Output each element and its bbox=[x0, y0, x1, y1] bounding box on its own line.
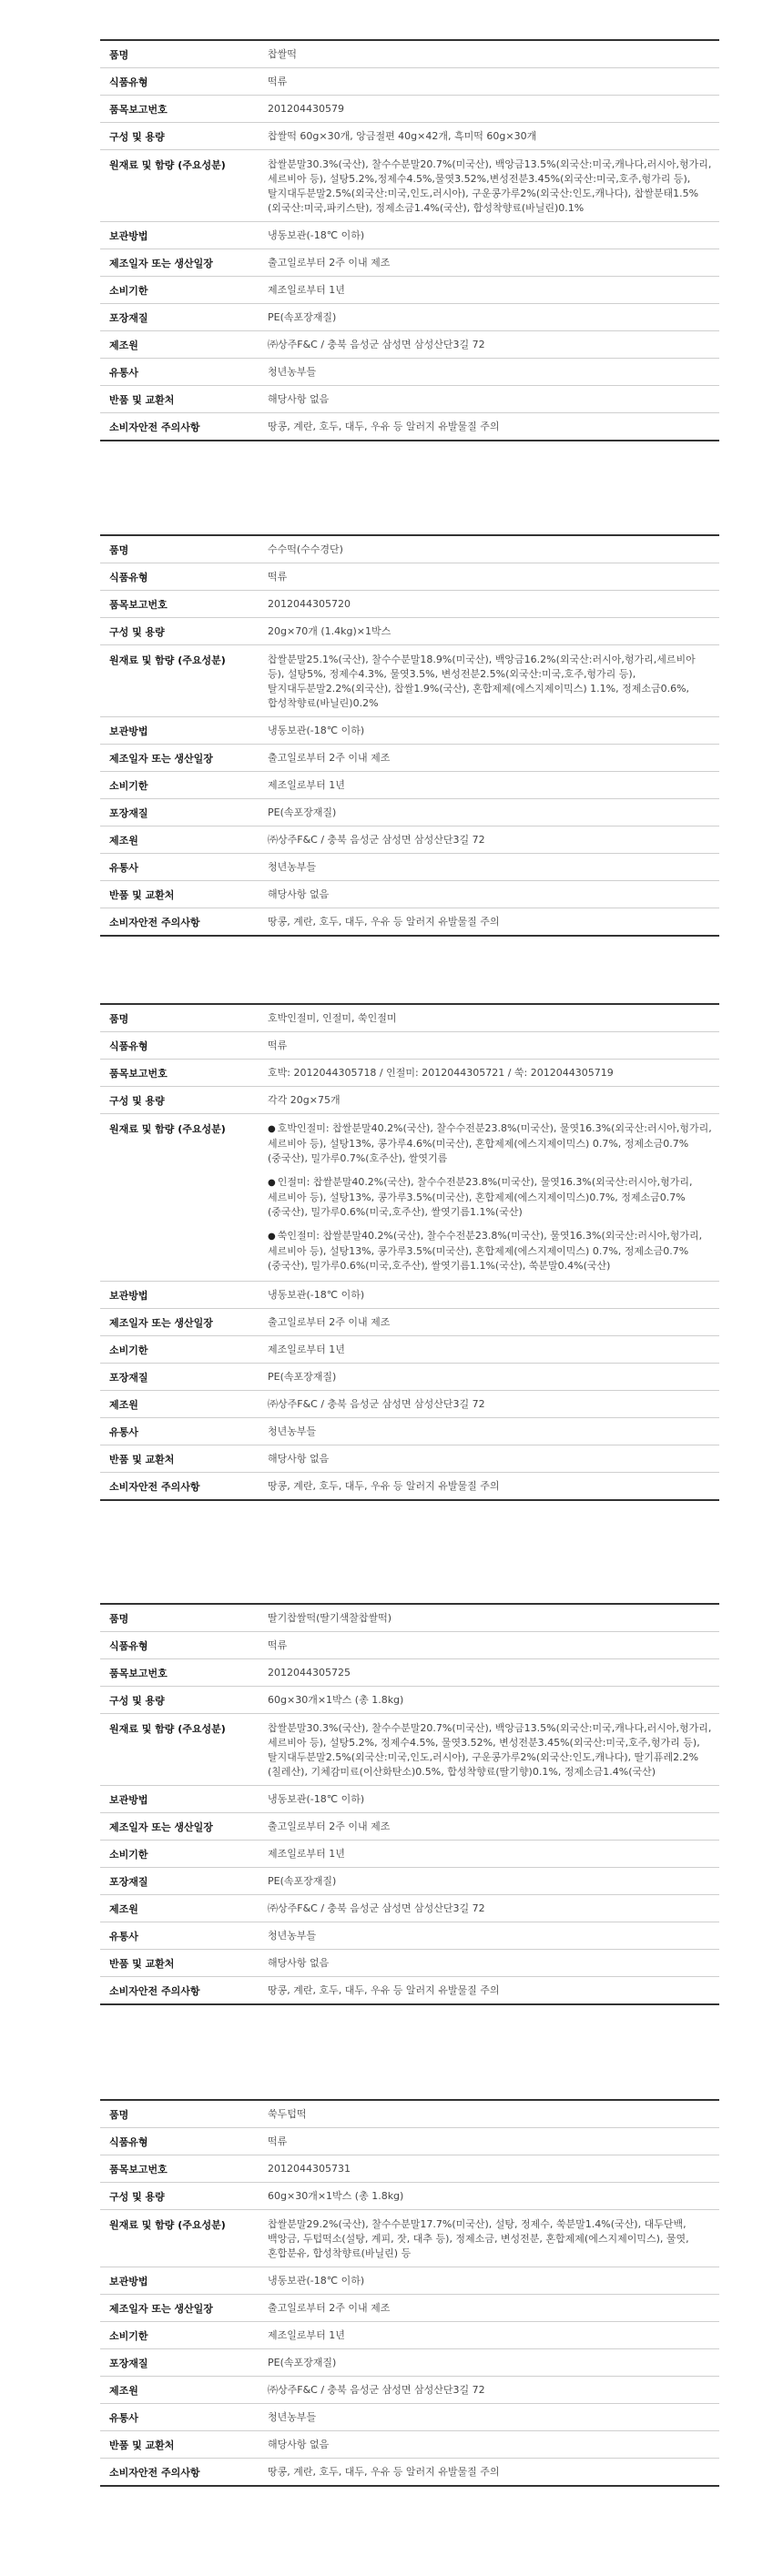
row-composition bbox=[100, 1087, 719, 1114]
row-caution bbox=[100, 2459, 719, 2487]
row-caution bbox=[100, 1473, 719, 1501]
row-composition bbox=[100, 123, 719, 150]
row-packaging bbox=[100, 1868, 719, 1895]
label-report-no: 품목보고번호 bbox=[109, 1668, 168, 1679]
row-report-no bbox=[100, 591, 719, 618]
label-composition: 구성 및 용량 bbox=[109, 131, 165, 143]
row-ingredients bbox=[100, 1114, 719, 1282]
value-report-no: 2012044305720 bbox=[268, 598, 351, 610]
value-ingredients bbox=[266, 1114, 719, 1282]
label-return: 반품 및 교환처 bbox=[109, 1454, 175, 1465]
row-return bbox=[100, 1445, 719, 1473]
value-distributor: 청년농부들 bbox=[268, 1930, 317, 1942]
label-distributor: 유통사 bbox=[109, 1931, 138, 1942]
label-return: 반품 및 교환처 bbox=[109, 1958, 175, 1970]
label-packaging: 포장재질 bbox=[109, 1372, 148, 1384]
row-ingredients bbox=[100, 1714, 719, 1786]
label-manufacture-date: 제조일자 또는 생산일장 bbox=[109, 1317, 213, 1329]
value-storage: 냉동보관(-18℃ 이하) bbox=[268, 1793, 365, 1805]
row-manufacturer bbox=[100, 1895, 719, 1922]
ingredient-text: 호박인절미: 찹쌀분말40.2%(국산), 찰수수전분23.8%(미국산), 물엿16.3%(외국산:러시아,헝가리,세르비아 등), 설탕13%, 콩가루4.6%(미국산), 혼합제제(에스지제이믹스) 0.7%, 정제소금0.7%(중국산), 밀가루0.7%(호주산), 쌀엿기름 bbox=[268, 1122, 712, 1164]
row-storage bbox=[100, 222, 719, 249]
product-info-table-1 bbox=[100, 39, 719, 441]
label-type: 식품유형 bbox=[109, 1640, 148, 1652]
ingredient-item bbox=[268, 1175, 712, 1220]
label-name: 품명 bbox=[109, 1613, 129, 1625]
product-info-table-4 bbox=[100, 1603, 719, 2005]
ingredient-text: 인절미: 찹쌀분말40.2%(국산), 찰수수전분23.8%(미국산), 물엿16.3%(외국산:러시아,헝가리,세르비아 등), 설탕13%, 콩가루3.5%(미국산), 혼합제제(에스지제이믹스)0.7%, 정제소금0.7%(중국산), 밀가루0.6%(미국,호주산), 쌀엿기름1.1%(국산) bbox=[268, 1176, 693, 1218]
value-manufacture-date: 출고일로부터 2주 이내 제조 bbox=[268, 2302, 391, 2314]
label-manufacture-date: 제조일자 또는 생산일장 bbox=[109, 1821, 213, 1833]
label-manufacture-date: 제조일자 또는 생산일장 bbox=[109, 2303, 213, 2315]
value-manufacture-date: 출고일로부터 2주 이내 제조 bbox=[268, 1316, 391, 1328]
label-composition: 구성 및 용량 bbox=[109, 2191, 165, 2203]
label-report-no: 품목보고번호 bbox=[109, 599, 168, 611]
row-packaging bbox=[100, 304, 719, 331]
value-distributor: 청년농부들 bbox=[268, 861, 317, 873]
product-info-table-3 bbox=[100, 1003, 719, 1501]
label-packaging: 포장재질 bbox=[109, 1876, 148, 1888]
row-caution bbox=[100, 413, 719, 441]
label-return: 반품 및 교환처 bbox=[109, 2439, 175, 2451]
value-name: 호박인절미, 인절미, 쑥인절미 bbox=[268, 1012, 397, 1024]
label-type: 식품유형 bbox=[109, 2136, 148, 2148]
value-manufacture-date: 출고일로부터 2주 이내 제조 bbox=[268, 1820, 391, 1832]
value-expiry: 제조일로부터 1년 bbox=[268, 284, 345, 296]
label-storage: 보관방법 bbox=[109, 2276, 148, 2287]
label-expiry: 소비기한 bbox=[109, 780, 148, 792]
value-distributor: 청년농부들 bbox=[268, 2411, 317, 2423]
label-storage: 보관방법 bbox=[109, 230, 148, 242]
row-caution bbox=[100, 908, 719, 937]
label-manufacture-date: 제조일자 또는 생산일장 bbox=[109, 753, 213, 765]
value-storage: 냉동보관(-18℃ 이하) bbox=[268, 1289, 365, 1301]
row-storage bbox=[100, 2267, 719, 2295]
label-manufacture-date: 제조일자 또는 생산일장 bbox=[109, 258, 213, 269]
row-composition bbox=[100, 1687, 719, 1714]
label-caution: 소비자안전 주의사항 bbox=[109, 1985, 200, 1997]
value-packaging: PE(속포장재질) bbox=[268, 2357, 337, 2368]
row-ingredients bbox=[100, 645, 719, 717]
row-name bbox=[100, 1604, 719, 1632]
value-report-no: 201204430579 bbox=[268, 103, 344, 115]
value-manufacture-date: 출고일로부터 2주 이내 제조 bbox=[268, 752, 391, 764]
value-manufacturer: ㈜상주F&C / 충북 음성군 삼성면 삼성산단3길 72 bbox=[268, 339, 485, 350]
row-name bbox=[100, 1004, 719, 1032]
label-name: 품명 bbox=[109, 2109, 129, 2121]
value-composition: 각각 20g×75개 bbox=[268, 1094, 341, 1106]
value-type: 떡류 bbox=[268, 1639, 288, 1651]
label-packaging: 포장재질 bbox=[109, 312, 148, 324]
value-expiry: 제조일로부터 1년 bbox=[268, 1344, 345, 1355]
value-name: 찹쌀떡 bbox=[268, 48, 297, 60]
row-manufacturer bbox=[100, 2377, 719, 2404]
label-caution: 소비자안전 주의사항 bbox=[109, 1481, 200, 1493]
label-composition: 구성 및 용량 bbox=[109, 1095, 165, 1107]
value-return: 해당사항 없음 bbox=[268, 1957, 330, 1969]
value-composition: 찹쌀떡 60g×30개, 앙금절편 40g×42개, 흑미떡 60g×30개 bbox=[268, 130, 537, 142]
value-type: 떡류 bbox=[268, 76, 288, 87]
row-distributor bbox=[100, 854, 719, 881]
row-packaging bbox=[100, 1364, 719, 1391]
row-manufacturer bbox=[100, 1391, 719, 1418]
row-return bbox=[100, 1950, 719, 1977]
label-caution: 소비자안전 주의사항 bbox=[109, 2467, 200, 2479]
label-name: 품명 bbox=[109, 544, 129, 556]
value-ingredients: 찹쌀분말30.3%(국산), 찰수수분말20.7%(미국산), 백앙금13.5%(외국산:미국,캐나다,러시아,헝가리,세르비아 등), 설탕5.2%, 정제수4.5%, 물엿3.52%, 변성전분3.45%(외국산:미국,호주,헝가리 등), 탈지대두분말2.5%(외국산:미국,인도,러시아), 구운콩가루2%(외국산:인도,캐나다), 딸기퓨레2.2%(칠레산), 기체감미료(이산화탄소)0.5%, 합성착향료(딸기향)0.1%, 정제소금1.4%(국산) bbox=[268, 1722, 712, 1778]
row-report-no bbox=[100, 1659, 719, 1687]
row-distributor bbox=[100, 2404, 719, 2431]
row-return bbox=[100, 386, 719, 413]
value-packaging: PE(속포장재질) bbox=[268, 1875, 337, 1887]
row-name bbox=[100, 535, 719, 563]
label-composition: 구성 및 용량 bbox=[109, 626, 165, 638]
label-storage: 보관방법 bbox=[109, 725, 148, 737]
row-report-no bbox=[100, 1060, 719, 1087]
value-composition: 20g×70개 (1.4kg)×1박스 bbox=[268, 625, 392, 637]
label-packaging: 포장재질 bbox=[109, 807, 148, 819]
row-type bbox=[100, 1032, 719, 1060]
bullet-icon: ● bbox=[268, 1232, 276, 1242]
label-name: 품명 bbox=[109, 1013, 129, 1025]
value-ingredients: 찹쌀분말30.3%(국산), 찰수수분말20.7%(미국산), 백앙금13.5%(외국산:미국,캐나다,러시아,헝가리,세르비아 등), 설탕5.2%,정제수4.5%,물엿3.52%,변성전분3.45%(외국산:미국,호주,헝가리 등), 탈지대두분말2.5%(외국산:미국,인도,러시아), 구운콩가루2%(외국산:인도,캐나다), 찹쌀분태1.5%(외국산:미국,파키스탄), 정제소금1.4%(국산), 합성착향료(바닐린)0.1% bbox=[268, 158, 712, 214]
product-info-table-5 bbox=[100, 2099, 719, 2487]
value-expiry: 제조일로부터 1년 bbox=[268, 2329, 345, 2341]
value-composition: 60g×30개×1박스 (총 1.8kg) bbox=[268, 1694, 404, 1706]
value-report-no: 2012044305731 bbox=[268, 2163, 351, 2175]
row-manufacturer bbox=[100, 331, 719, 359]
value-return: 해당사항 없음 bbox=[268, 2439, 330, 2450]
value-storage: 냉동보관(-18℃ 이하) bbox=[268, 2275, 365, 2287]
label-distributor: 유통사 bbox=[109, 367, 138, 379]
row-return bbox=[100, 881, 719, 908]
label-type: 식품유형 bbox=[109, 1040, 148, 1052]
value-storage: 냉동보관(-18℃ 이하) bbox=[268, 229, 365, 241]
label-composition: 구성 및 용량 bbox=[109, 1695, 165, 1707]
value-caution: 땅콩, 계란, 호두, 대두, 우유 등 알러지 유발물질 주의 bbox=[268, 916, 500, 928]
value-return: 해당사항 없음 bbox=[268, 1453, 330, 1465]
row-expiry bbox=[100, 1336, 719, 1364]
label-caution: 소비자안전 주의사항 bbox=[109, 421, 200, 433]
row-report-no bbox=[100, 96, 719, 123]
value-storage: 냉동보관(-18℃ 이하) bbox=[268, 725, 365, 736]
value-return: 해당사항 없음 bbox=[268, 888, 330, 900]
value-manufacturer: ㈜상주F&C / 충북 음성군 삼성면 삼성산단3길 72 bbox=[268, 2384, 485, 2396]
row-expiry bbox=[100, 277, 719, 304]
row-return bbox=[100, 2431, 719, 2459]
label-ingredients: 원재료 및 함량 (주요성분) bbox=[109, 159, 226, 171]
row-composition bbox=[100, 618, 719, 645]
label-expiry: 소비기한 bbox=[109, 285, 148, 297]
ingredient-item bbox=[268, 1121, 712, 1166]
value-packaging: PE(속포장재질) bbox=[268, 311, 337, 323]
label-report-no: 품목보고번호 bbox=[109, 2164, 168, 2175]
label-expiry: 소비기한 bbox=[109, 2330, 148, 2342]
row-manufacture-date bbox=[100, 745, 719, 772]
row-storage bbox=[100, 717, 719, 745]
row-storage bbox=[100, 1786, 719, 1813]
label-type: 식품유형 bbox=[109, 76, 148, 88]
label-type: 식품유형 bbox=[109, 572, 148, 583]
value-ingredients: 찹쌀분말29.2%(국산), 찰수수분말17.7%(미국산), 설탕, 정제수, 쑥분말1.4%(국산), 대두단백, 백앙금, 두텁떡소(설탕, 계피, 잣, 대추 등), 정제소금, 변성전분, 혼합제제(에스지제이믹스), 물엿, 혼합분유, 합성착향료(바닐린) 등 bbox=[268, 2218, 689, 2259]
value-type: 떡류 bbox=[268, 2135, 288, 2147]
ingredient-item bbox=[268, 1229, 712, 1273]
row-type bbox=[100, 2128, 719, 2155]
row-manufacture-date bbox=[100, 1309, 719, 1336]
value-expiry: 제조일로부터 1년 bbox=[268, 1848, 345, 1860]
row-manufacture-date bbox=[100, 2295, 719, 2322]
label-return: 반품 및 교환처 bbox=[109, 889, 175, 901]
value-composition: 60g×30개×1박스 (총 1.8kg) bbox=[268, 2190, 404, 2202]
row-name bbox=[100, 40, 719, 68]
label-ingredients: 원재료 및 함량 (주요성분) bbox=[109, 2219, 226, 2231]
value-type: 떡류 bbox=[268, 1040, 288, 1051]
bullet-icon: ● bbox=[268, 1178, 276, 1188]
value-caution: 땅콩, 계란, 호두, 대두, 우유 등 알러지 유발물질 주의 bbox=[268, 421, 500, 432]
label-expiry: 소비기한 bbox=[109, 1344, 148, 1356]
value-type: 떡류 bbox=[268, 571, 288, 583]
label-return: 반품 및 교환처 bbox=[109, 394, 175, 406]
row-type bbox=[100, 563, 719, 591]
value-caution: 땅콩, 계란, 호두, 대두, 우유 등 알러지 유발물질 주의 bbox=[268, 1480, 500, 1492]
row-storage bbox=[100, 1282, 719, 1309]
row-name bbox=[100, 2100, 719, 2128]
ingredient-text: 쑥인절미: 찹쌀분말40.2%(국산), 찰수수전분23.8%(미국산), 물엿16.3%(외국산:러시아,헝가리,세르비아 등), 설탕13%, 콩가루3.5%(미국산), 혼합제제(에스지제이믹스) 0.7%, 정제소금0.7%(중국산), 밀가루0.6%(미국,호주산), 쌀엿기름1.1%(국산), 쑥분말0.4%(국산) bbox=[268, 1230, 703, 1272]
value-name: 딸기찹쌀떡(딸기색찰찹쌀떡) bbox=[268, 1612, 392, 1624]
label-report-no: 품목보고번호 bbox=[109, 1068, 168, 1080]
label-distributor: 유통사 bbox=[109, 862, 138, 874]
label-expiry: 소비기한 bbox=[109, 1849, 148, 1861]
value-distributor: 청년농부들 bbox=[268, 366, 317, 378]
row-ingredients bbox=[100, 150, 719, 222]
label-report-no: 품목보고번호 bbox=[109, 104, 168, 116]
row-packaging bbox=[100, 2349, 719, 2377]
row-manufacturer bbox=[100, 827, 719, 854]
label-ingredients: 원재료 및 함량 (주요성분) bbox=[109, 654, 226, 666]
label-distributor: 유통사 bbox=[109, 2412, 138, 2424]
label-distributor: 유통사 bbox=[109, 1426, 138, 1438]
row-composition bbox=[100, 2183, 719, 2210]
row-expiry bbox=[100, 772, 719, 799]
value-packaging: PE(속포장재질) bbox=[268, 1371, 337, 1383]
label-manufacturer: 제조원 bbox=[109, 1903, 138, 1915]
product-info-table-2 bbox=[100, 534, 719, 937]
row-type bbox=[100, 1632, 719, 1659]
label-name: 품명 bbox=[109, 49, 129, 61]
row-expiry bbox=[100, 1841, 719, 1868]
row-distributor bbox=[100, 1418, 719, 1445]
value-manufacture-date: 출고일로부터 2주 이내 제조 bbox=[268, 257, 391, 269]
value-name: 수수떡(수수경단) bbox=[268, 543, 343, 555]
value-name: 쑥두텁떡 bbox=[268, 2108, 307, 2120]
row-manufacture-date bbox=[100, 1813, 719, 1841]
value-report-no: 2012044305725 bbox=[268, 1667, 351, 1678]
row-packaging bbox=[100, 799, 719, 827]
row-manufacture-date bbox=[100, 249, 719, 277]
row-type bbox=[100, 68, 719, 96]
label-storage: 보관방법 bbox=[109, 1290, 148, 1302]
label-manufacturer: 제조원 bbox=[109, 2385, 138, 2397]
label-packaging: 포장재질 bbox=[109, 2358, 148, 2369]
row-expiry bbox=[100, 2322, 719, 2349]
bullet-icon: ● bbox=[268, 1124, 276, 1134]
label-caution: 소비자안전 주의사항 bbox=[109, 917, 200, 928]
row-caution bbox=[100, 1977, 719, 2005]
value-manufacturer: ㈜상주F&C / 충북 음성군 삼성면 삼성산단3길 72 bbox=[268, 1902, 485, 1914]
label-manufacturer: 제조원 bbox=[109, 340, 138, 351]
value-packaging: PE(속포장재질) bbox=[268, 806, 337, 818]
value-caution: 땅콩, 계란, 호두, 대두, 우유 등 알러지 유발물질 주의 bbox=[268, 1984, 500, 1996]
label-manufacturer: 제조원 bbox=[109, 1399, 138, 1411]
label-storage: 보관방법 bbox=[109, 1794, 148, 1806]
row-distributor bbox=[100, 359, 719, 386]
value-return: 해당사항 없음 bbox=[268, 393, 330, 405]
row-report-no bbox=[100, 2155, 719, 2183]
value-report-no: 호박: 2012044305718 / 인절미: 2012044305721 / 쑥: 2012044305719 bbox=[268, 1067, 614, 1079]
value-distributor: 청년농부들 bbox=[268, 1425, 317, 1437]
label-ingredients: 원재료 및 함량 (주요성분) bbox=[109, 1123, 226, 1135]
value-expiry: 제조일로부터 1년 bbox=[268, 779, 345, 791]
label-manufacturer: 제조원 bbox=[109, 835, 138, 847]
value-manufacturer: ㈜상주F&C / 충북 음성군 삼성면 삼성산단3길 72 bbox=[268, 834, 485, 846]
row-distributor bbox=[100, 1922, 719, 1950]
value-ingredients: 찹쌀분말25.1%(국산), 찰수수분말18.9%(미국산), 백앙금16.2%(외국산:러시아,헝가리,세르비아 등), 설탕5%, 정제수4.3%, 물엿3.5%, 변성전분2.5%(외국산:미국,호주,헝가리 등), 탈지대두분말2.2%(외국산), 찹쌀1.9%(국산), 혼합제제(에스지제이믹스) 1.1%, 정제소금0.6%, 합성착향료(바닐린)0.2% bbox=[268, 654, 696, 709]
label-ingredients: 원재료 및 함량 (주요성분) bbox=[109, 1723, 226, 1735]
value-manufacturer: ㈜상주F&C / 충북 음성군 삼성면 삼성산단3길 72 bbox=[268, 1398, 485, 1410]
value-caution: 땅콩, 계란, 호두, 대두, 우유 등 알러지 유발물질 주의 bbox=[268, 2466, 500, 2478]
row-ingredients bbox=[100, 2210, 719, 2267]
